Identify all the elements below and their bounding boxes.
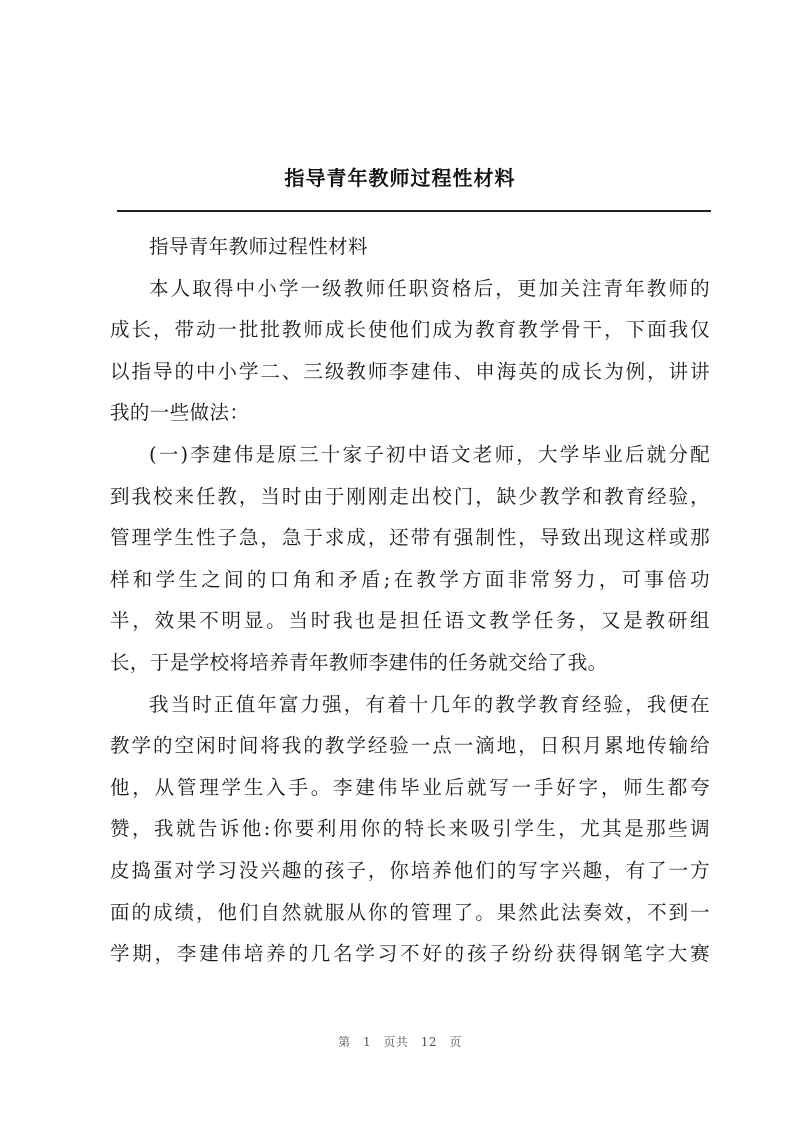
page-footer [0, 1033, 800, 1050]
body-line: 学期，李建伟培养的几名学习不好的孩子纷纷获得钢笔字大赛 [110, 942, 710, 966]
body-line: 教学的空闲时间将我的教学经验一点一滴地，日积月累地传输给 [110, 734, 710, 758]
body-line: 到我校来任教，当时由于刚刚走出校门，缺少教学和教育经验， [110, 484, 710, 508]
body-line: 长，于是学校将培养青年教师李建伟的任务就交给了我。 [110, 650, 608, 674]
current-page-number: 1 [362, 1035, 372, 1049]
body-line: 本人取得中小学一级教师任职资格后，更加关注青年教师的 [149, 276, 710, 300]
body-line: 我当时正值年富力强，有着十几年的教学教育经验，我便在 [149, 692, 710, 716]
body-line: 他，从管理学生入手。李建伟毕业后就写一手好字，师生都夸 [110, 775, 710, 799]
document-body [110, 226, 710, 975]
body-line: 皮捣蛋对学习没兴趣的孩子，你培养他们的写字兴趣，有了一方 [110, 858, 710, 882]
footer-suffix: 页 [449, 1035, 462, 1049]
body-line: 赞，我就告诉他:你要利用你的特长来吸引学生，尤其是那些调 [110, 817, 710, 841]
footer-mid: 页共 [383, 1035, 409, 1049]
body-line: 面的成绩，他们自然就服从你的管理了。果然此法奏效，不到一 [110, 900, 710, 924]
body-line: 管理学生性子急，急于求成，还带有强制性，导致出现这样或那 [110, 526, 710, 550]
title-divider [117, 210, 711, 212]
document-title: 指导青年教师过程性材料 [284, 166, 516, 190]
body-line: 样和学生之间的口角和矛盾;在教学方面非常努力，可事倍功 [110, 567, 710, 591]
body-line: 我的一些做法： [110, 401, 250, 425]
body-line: 半，效果不明显。当时我也是担任语文教学任务，又是教研组 [110, 609, 710, 633]
total-pages-number: 12 [420, 1035, 438, 1049]
footer-prefix: 第 [338, 1035, 351, 1049]
body-line: 以指导的中小学二、三级教师李建伟、申海英的成长为例，讲讲 [110, 359, 710, 383]
body-line: (一)李建伟是原三十家子初中语文老师，大学毕业后就分配 [149, 442, 710, 466]
body-line: 指导青年教师过程性材料 [149, 235, 368, 258]
body-line: 成长，带动一批批教师成长使他们成为教育教学骨干，下面我仅 [110, 318, 710, 342]
